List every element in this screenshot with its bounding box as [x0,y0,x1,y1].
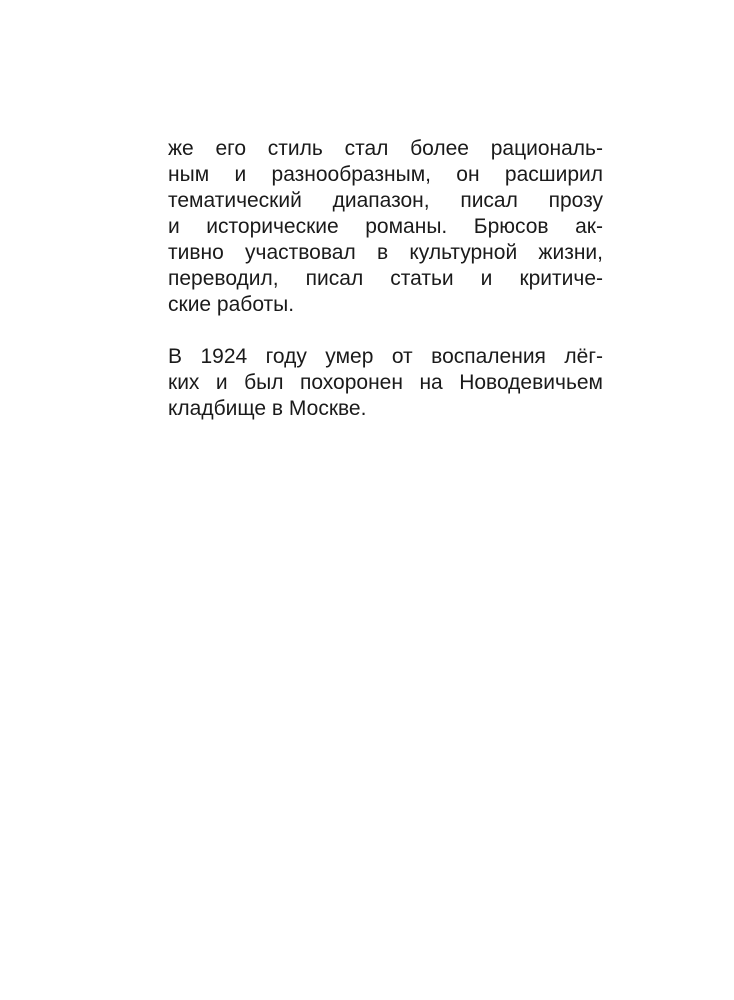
paragraph-2 [168,344,603,422]
text-line: В 1924 году умер от воспаления лёг- [168,345,603,368]
text-line: же его стиль стал более рациональ- [168,137,603,160]
text-line: тивно участвовал в культурной жизни, [168,241,603,264]
text-line: тематический диапазон, писал прозу [168,189,603,212]
text-line: ным и разнообразным, он расширил [168,163,603,186]
text-line: ких и был похоронен на Новодевичьем [168,371,603,394]
paragraph-1 [168,136,603,318]
page-text [168,136,603,448]
text-line: и исторические романы. Брюсов ак- [168,215,603,238]
text-line: ские работы. [168,293,295,316]
text-line: переводил, писал статьи и критиче- [168,267,603,290]
text-line: кладбище в Москве. [168,397,367,420]
